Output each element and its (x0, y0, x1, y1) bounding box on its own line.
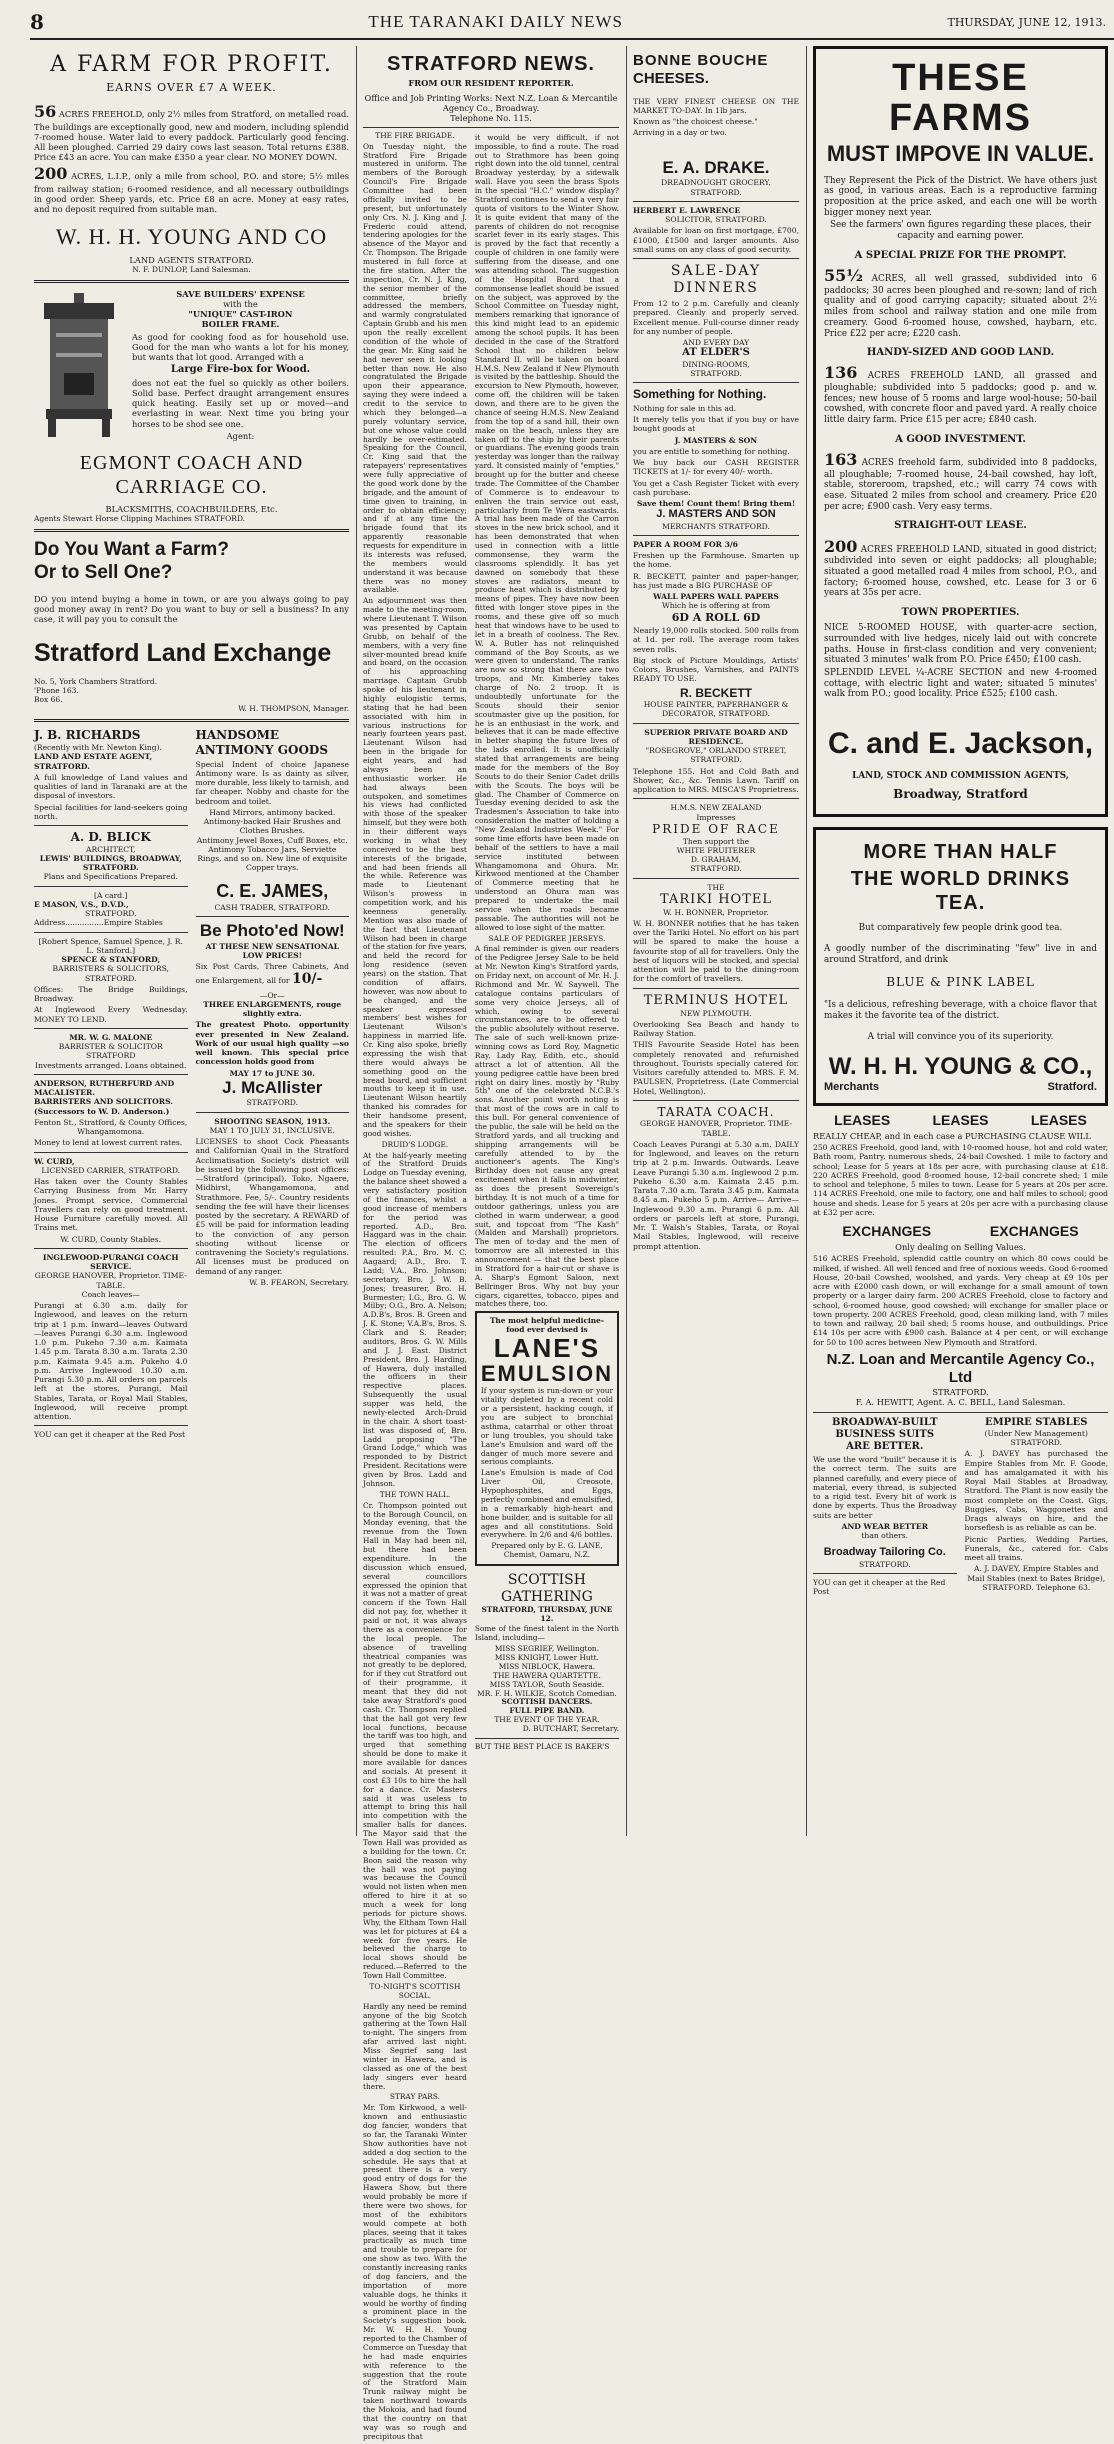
exchanges-text: 516 ACRES Freehold, splendid cattle country on which 80 cows could be milked, if wished. All well fenced and free of noxious weeds. Good 6-roomed House, 20-bail Cowshed, woolshed, and yards. Very cheap at £9 10s per acre with £2000 cash down, or will exchange for a small amount of town property or a larger dairy farm. 200 ACRES Freehold, close to factory and school, 6-roomed house, good cowshed; will exchange for smaller place or town property. 200 ACRES Freehold, good, clean milking land, with 7 miles to town and railway, 20 bail shed; 5 rooms house, and outbuildings. Price £14 10s per acre with £900 cash. Balance at 4 per cent, or will exchange for 50 to 100 acres between New Plymouth and Stratford. (813, 1254, 1108, 1347)
news-left (363, 132, 467, 2444)
tea-title: MORE THAN HALF (863, 841, 1058, 864)
column-2 (357, 46, 625, 2441)
anderson-role: BARRISTERS AND SOLICITORS. (Successors to W. D. Anderson.) (34, 1097, 173, 1116)
lanes-name: LANE'S (493, 1333, 601, 1364)
blick-text: Plans and Specifications Prepared. (43, 872, 178, 882)
news-paragraph: At the half-yearly meeting of the Stratford Druids Lodge on Tuesday evening, the balance sheet showed a very satisfactory position of the finances, whilst a good increase of members for the period was reported. A.D., Bro. Haggard was in the chair. The election of officers resulted: P.A., Bro. M. C. Aagaard; A.D., Bro. T. Ladd; V.A., Bro. Johnson; secretary, Bro. J. W. B. Jones; treasurer, Bro. H. Burmester; I.G., Bro. G. W. Milby; O.G., Bro. A. Nelson; A.D.B's, Bros. B. Green and J. K. Stone; V.A.B's, Bros. S. Clark and S. Reader; auditors, Bros. G. W. Mills and J. J. East. District President, Bro. J. Harding, of Hawera, duly installed the officers in their respective places. Subsequently the usual supper was held, the newly-elected Arch-Druid in the chair. A short toast-list was disposed of, Bro. Ladd proposing "The Grand Lodge," which was responded to by District President. Recitations were given by Bros. Ladd and Johnson. (363, 1150, 467, 1488)
news-heading: SALE OF PEDIGREE JERSEYS. (488, 933, 606, 943)
column-1-lower (34, 728, 349, 1439)
antimony-item: Antimony-backed Hair Brushes and Clothes Brushes. (203, 817, 341, 836)
elders-dining: DINING-ROOMS, (682, 359, 750, 369)
jackson-name: C. and E. Jackson, (827, 727, 1094, 761)
empire-text: A. J. DAVEY has purchased the Empire Stables from Mr. F. Goode, and has amalgamated it with his Royal Mail Stables at Broadway, Stratford. The Plant is now easily the most complete on the Coast. Gigs, Buggies, Cabs, Waggonettes and Drags always on hire, and the horseflesh is as reliable as can be. (964, 1449, 1108, 1533)
lanes-name: EMULSION (480, 1361, 613, 1387)
young-agent-sub: N. F. DUNLOP, Land Salesman. (132, 264, 251, 274)
news-heading: TO-NIGHT'S SCOTTISH SOCIAL. (369, 1981, 461, 2000)
richards-sub: (Recently with Mr. Newton King). (34, 743, 162, 753)
scottish-pipe: FULL PIPE BAND. (509, 1706, 585, 1716)
pride-text: Then support the (682, 836, 750, 846)
news-heading: STRAY PARS. (389, 2092, 441, 2102)
farm-listing: NICE 5-ROOMED HOUSE, with quarter-acre section, surrounded with live hedges, nicely laid out with concrete paths. House in first-class condition and very convenient; situated 3 minutes' walk from P.O. Price £450; £100 cash. (824, 623, 1097, 666)
scottish-performer: MISS SEGRIEF, Wellington. (494, 1644, 600, 1654)
hms-title: H.M.S. NEW ZEALAND (670, 803, 762, 813)
exchanges-sub: Only dealing on Selling Values. (895, 1242, 1026, 1253)
paper-title: PAPER A ROOM FOR 3/6 (633, 539, 738, 549)
empire-signature: A. J. DAVEY, Empire Stables and Mail Stables (next to Bates Bridge), STRATFORD. Telephone 63. (967, 1564, 1106, 1592)
mcallister-name: J. McAllister (222, 1077, 323, 1097)
news-paragraph: An adjournment was then made to the meeting-room, where Lieutenant T. Wilson was presented by Captain Grubb, on behalf of the members, with a very fine silver-mounted bread knife and board, on the occasion of his approaching marriage. Captain Grubb spoke of his lieutenant in highly eulogistic terms, stating that he had been associated with him in various instructions for nearly fourteen years past. Lieutenant Wilson had been in the brigade for eight years, and had always been an enthusiastic worker. He had always been outspoken, and sometimes his views had conflicted with those of the speaker himself, but they were both in their different ways working in what they conceived to be the best interests of the brigade, and had been friends all the while. Reference was made to Lieutenant Wilson's prowess in competition work, and his keenness generally. Mention was also made of the fact that Lieutenant Wilson had been in charge of the station for five years, and held the record for long residence (seven years) on the station. That condition of affairs, however, was now about to be changed, and the speaker expressed members' best wishes for Lieutenant Wilson's happiness in married life. Cr. King also spoke, briefly expressing the wish that there would always be something good on the bread board, and sufficient mouths to keep it in use. Lieutenant Wilson heartily thanked his comrades for their handsome present, and the speakers for their good wishes. (363, 596, 467, 1138)
red-post-line: YOU can get it cheaper at the Red Post (34, 1430, 186, 1440)
column-3 (627, 46, 805, 1836)
lawrence-name: HERBERT E. LAWRENCE (633, 205, 741, 215)
mason-address: Address................Empire Stables (34, 918, 163, 928)
something-text: It merely tells you that if you buy or have bought goods at (633, 415, 799, 434)
photo-text: Six Post Cards, Three Cabinets, And one Enlargement, all for 10/- (195, 962, 349, 988)
lanes-text: If your system is run-down or your vitality depleted by a recent cold or a persistent, hacking cough, if you are subject to bronchial asthma, catarrhal or other throat or lung troubles, you should take Lane's Emulsion and ward off the danger of much more severe and serious complaints. (480, 1386, 613, 1467)
scottish-performer: MR. F. H. WILKIE, Scotch Comedian. (477, 1688, 617, 1698)
news-paragraph: it would be very difficult, if not impossible, to find a route. The road out to Strathmore has been going right down into the old tunnel, central Broadway yesterday, by a sidewalk wall. Have you seen the brass Spots in the special "H.C." window display? Stratford continues to send a very fair quota of visitors to the Winter Show. It is quite evident that many of the parents of children do not recognise scarlet fever in its early stages. This is proved by the fact that recently a couple of children in one family were suffering from the disease, and one was attending school. The suggestion of the Hospital Board that a commonsense leaflet should be issued on the subject, was approved by the School Committee on Tuesday night, members remarking that ignorance of this kind might lead to an epidemic among the school pupils. It has been decided in the case of the Stratford School that no children below Standard II. will be taken on board H.M.S. New Zealand if New Plymouth is visited by the battleship. Should the excursion to New Plymouth, however, come off, the children will be taken down, and there are to be given the chance of seeing H.M.S. New Zealand from the top of a sand hill, their own make on the beach, unless they are taken off to the ship by their parents or guardians. The evening goods train yesterday was longer than the railway yard. It consisted mainly of "empties," brought up for the butter and cheese trade. The Committee of the Chamber of Commerce is to endeavour to enliven the train service out east, particularly from Te Wera eastwards. A trial has been made of the Carron stoves in the new brick school, and it has been demonstrated that when used in connection with a little commonsense, they warm the classrooms splendidly. It has yet dawned on somebody that these stoves are radiators, meant to produce heat which is distributed by means of pipes. They have now been fitted with longer stove pipes in the rooms, and these give off so much heat that windows have to be used to let in a breath of coolness. The Rev. W. A. Butler has not relinquished command of the Boy Scouts, as we were given to understand. The ranks are now so strong that there are two troops, and Mr. Kimberley takes charge of No. 2 troop. It is undoubtedly unfortunate for the Scouts should their senior scoutmaster give up the position, for he is an enthusiast in the work, and believes that it can be made effective in better shaping the future lives of the lads enrolled. It is unofficially stated that arrangements are being made for the members of the Boy Scouts to do their Senior Cadet drills with the Scouts. The boys will be glad. The Chamber of Commerce on Tuesday evening decided to ask the Tradesmen's Association to take into consideration the matter of holding a "New Zealand Industries Week." For some time efforts have been made on behalf of the settlers to have a mail service instituted between Whangamomona and Ohura. Mr. Kirkwood mentioned at the Chamber of Commerce meeting that he understood an Ohura man was prepared to undertake the mail service when the roads became passable. The authorities will not be allowed to lose sight of the matter. (474, 132, 619, 932)
sale-day-title: DINNERS (673, 280, 759, 297)
tailoring-wear: AND WEAR BETTER (841, 1521, 929, 1531)
masters-name: J. MASTERS AND SON (656, 508, 776, 521)
tailoring-text: We use the word "built" because it is the correct term. The suits are planned carefully, and every piece of material, every thread, is subjected to a rigid test. Every bit of work is done by experts. Thus the Broadway suits are better (813, 1455, 957, 1520)
exchange-box: Box 66. (34, 695, 63, 705)
bonne-bouche-title: BONNE BOUCHE (633, 52, 769, 69)
rosegrove-text: Telephone 155. Hot and Cold Bath and Shower, &c., &c. Tennis Lawn. Tariff on application to MRS. MISCA'S Proprietress. (633, 766, 799, 795)
cheese-text: THE VERY FINEST CHEESE ON THE MARKET TO-DAY. In 1lb jars. (633, 96, 799, 115)
photo-title: Be Photo'ed Now! (199, 920, 345, 940)
news-paragraph: Hardly any need be remind anyone of the big Scotch gathering at the Town Hall to-night. The singers from afar arrived last night. Miss Segrief sang last winter in Hawera, and is classed as one of the best lady singers ever heard there. (363, 2001, 467, 2091)
shooting-dates: MAY 1 TO JULY 31, INCLUSIVE. (209, 1125, 335, 1135)
masthead: THE TARANAKI DAILY NEWS (368, 12, 624, 31)
news-paragraph: Cr. Thompson pointed out to the Borough Council, on Monday evening, that the revenue from the Town Hall in May had been nil, but there had been expenditure. In the discussion which ensued, several councillors expressed the opinion that it was not a matter of great concern if the Town Hall did not pay, for, whether it paid or not, it was always there as a convenience for the local people. The absence of travelling theatrical companies was not greatly to be deplored, for if they cut Stratford out of their programme, it meant that they did not take away Stratford's good cash. Cr. Thompson replied that the hall got very few local functions, because the tariff was too high, and urged that something should be done to make it more available for dances and socials. At present it cost £3 10s to hire the hall for a dance. Cr. Masters said it was useless to attempt to bring this hall into competition with the smaller halls for dances. The Mayor said that the Town Hall was provided as a building for the town. Cr. Boon said the reason why the hall was not paying was because the Council would not listen when men offered to hire it at so much a week for long periods for picture shows. Why, the Eltham Town Hall was let for pictures at £4 a week for five years. He believed the charge to local shows should be reduced.—Referred to the Town Hall Committee. (363, 1500, 467, 1981)
egmont-company: EGMONT COACH AND CARRIAGE CO. (79, 451, 304, 499)
antimony-item: Antimony Tobacco Jars, Serviette Rings, and so on. New line of exquisite Copper trays. (197, 844, 348, 873)
empire-stables-advert (965, 1417, 1109, 1597)
masters-save: Save them! Count them! Bring them! (636, 499, 796, 509)
spence-role: BARRISTERS & SOLICITORS, STRATFORD. (52, 964, 169, 983)
richards-text: Special facilities for land-seekers going north. (34, 802, 188, 821)
lanes-maker: Prepared only by E. G. LANE, Chemist, Oamaru, N.Z. (491, 1541, 603, 1560)
scottish-secretary: D. BUTCHART, Secretary. (522, 1724, 619, 1734)
shop-adverts (196, 728, 350, 1439)
tea-text: But comparatively few people drink good tea. (858, 923, 1063, 934)
farm-listing: 55½ ACRES, all well grassed, subdivided into 6 paddocks; 30 acres been ploughed and re-sown; land of rich quality and of good carrying capacity; situated about 2½ miles from school and railway station and one mile from creamery. Good 6-roomed house, cowshed, haybarn, etc. Price £22 per acre; £220 cash. (824, 266, 1097, 339)
lanes-text: Lane's Emulsion is made of Cod Liver Oil, Creosote, Hypophosphites, and Eggs, perfectly combined and emulsified, in a remarkably high-heart and bone builder, and is suitable for all ages and all constitutions. Sold everywhere. In 2/6 and 4/6 bottles. (480, 1468, 613, 1540)
mason-card: [A card.] (93, 890, 128, 900)
shooting-text: LICENSES to shoot Cock Pheasants and Californian Quail in the Stratford Acclimatisation Society's district will be issued by the following post offices:—Stratford (principal), Toko, Ngaere, Midhirst, Whangamomona, and Strathmore. Fee, 5/-. Country residents sending the fee will have their licenses posted by the secretary. A REWARD of £5 will be paid for information leading to the conviction of any person shooting without license or contravening the Society's regulations. All licenses must be produced on demand of any ranger. (195, 1137, 349, 1276)
something-title: Something for Nothing. (633, 387, 767, 402)
mason-name: E MASON, V.S., D.V.D., (34, 899, 129, 909)
nz-loan-town: STRATFORD. (932, 1387, 989, 1398)
wall-text: Which he is offering at from (661, 601, 771, 611)
photo-enlarge-text: The greatest Photo. opportunity ever presented in New Zealand. Work of our usual high quality —so well known. This special price concession holds good from (195, 1020, 349, 1067)
coach-sub: GEORGE HANOVER, Proprietor. TIME-TABLE. (34, 1271, 187, 1290)
tea-text: A goodly number of the discriminating "few" live in and around Stratford, and drink (824, 944, 1097, 965)
stratford-news-subtitle: FROM OUR RESIDENT REPORTER. (408, 78, 574, 89)
jackson-role: LAND, STOCK AND COMMISSION AGENTS, (852, 770, 1069, 781)
boiler-heading: Large Fire-box for Wood. (170, 363, 311, 375)
column-1 (28, 46, 355, 1836)
boiler-agent: Agent: (226, 430, 255, 441)
column-4 (807, 46, 1114, 1836)
tariki-the: THE (707, 882, 725, 892)
scottish-performer: MISS NIBLOCK, Hawera. (498, 1661, 596, 1671)
wall-papers: WALL PAPERS WALL PAPERS (653, 592, 779, 602)
paper-text: R. BECKETT, painter and paper-hanger, has just made a BIG PURCHASE OF (633, 571, 799, 590)
james-role: CASH TRADER, STRATFORD. (214, 902, 331, 912)
lanes-top: The most helpful medicine-food ever devised is (489, 1316, 604, 1335)
antimony-item: Hand Mirrors, antimony backed. (209, 807, 336, 817)
news-columns (363, 132, 619, 2444)
professional-cards (34, 728, 188, 1439)
scottish-title: SCOTTISH (507, 1572, 586, 1589)
exchange-manager: W. H. THOMPSON, Manager. (238, 704, 349, 714)
news-right (475, 132, 619, 2444)
stratford-land-exchange: Stratford Land Exchange (34, 639, 332, 668)
coach-timetable: Purangi at 6.30 a.m. daily for Inglewood, and leaves on the return trip at 1 p.m. Inward—leaves Outward—leaves Purangi 6.30 a.m. Inglewood 1.0 p.m. Pukeho 7.30 a.m. Kaimata 1.45 p.m. Tarata 8.30 a.m. Tarata 2.30 p.m. Kaimata 9.45 a.m. Pukeho 4.0 p.m. Arrive Inglewood 10.30 a.m. Purangi 5.30 p.m. All orders on parcels left at the stores, Purangi, Mail Stables, Tarata, or Royal Mail Stables, Inglewood, will receive prompt attention. (34, 1301, 188, 1422)
egmont-sub: BLACKSMITHS, COACHBUILDERS, Etc. (105, 503, 278, 514)
curd-role: LICENSED CARRIER, STRATFORD. (41, 1165, 181, 1175)
scottish-performer: MISS TAYLOR, South Seaside. (489, 1679, 605, 1689)
curd-name: W. CURD, (34, 1156, 75, 1166)
tailoring-town: STRATFORD. (858, 1559, 911, 1569)
curd-text: Has taken over the County Stables Carrying Business from Mr. Harry Jones. Prompt service. Commercial Travellers can rely on good treatment. House Furniture carefully moved. All Trains met. (34, 1177, 188, 1233)
boiler-heading: BOILER FRAME. (201, 319, 280, 330)
these-farms-advert (813, 46, 1108, 817)
antimony-text: Special Indent of choice Japanese Antimony ware. Is as dainty as silver, more durable, less likely to tarnish, and far cheaper. Nobby and chaste for the bedroom and toilet. (195, 759, 350, 806)
farms-heading: TOWN PROPERTIES. (901, 606, 1020, 618)
richards-text: A full knowledge of Land values and qualities of land in Taranaki are at the disposal of investors. (34, 772, 188, 801)
spence-text: Offices: The Bridge Buildings, Broadway. (34, 984, 188, 1004)
boiler-heading: "UNIQUE" CAST-IRON (188, 309, 293, 320)
cheese-text: Arriving in a day or two. (633, 128, 727, 138)
terminus-text: THIS Favourite Seaside Hotel has been completely renovated and refurnished throughout. Tourists specially catered for. Visitors carefully attended to. MRS. F. M. PAULSEN, Proprietress. (Late Commercial Hotel, Wellington). (633, 1040, 799, 1096)
richards-role: LAND AND ESTATE AGENT, STRATFORD. (34, 752, 153, 771)
exchange-address: No. 5, York Chambers Stratford. (34, 676, 158, 686)
cheeses-title: CHEESES. (633, 70, 709, 88)
scottish-text: Some of the finest talent in the North Island, including— (474, 1624, 619, 1643)
masters-merchants: MERCHANTS STRATFORD. (662, 521, 770, 531)
these-farms-title: THESE FARMS (889, 57, 1032, 139)
graham-town: STRATFORD. (690, 864, 742, 874)
drake-sub: DREADNOUGHT GROCERY, (661, 178, 771, 188)
news-paragraph: A final reminder is given our readers of the Pedigree Jersey Sale to be held at Mr. Newton King's Stratford yards, on Friday next, on account of Mr. H. J. Richmond and Mr. W. Saywell. The catalogue contains particulars of some very choice Jerseys, all of which, owing to several circumstances, are to be offered to the public absolutely without reserve. The sale of such well-known prize-winning cows as Lord Roy, Magnetic Ray, Lady Ray, Edith, etc., should attract a lot of attention. All the young pedigree cattle have been bred right on dairy lines. mostly by "Ruby 5th" one of the celebrated N.C.B.'s sons. Another point worth noting is that most of the cows are in calf to this bull. For general convenience of the public, the sale will be held on the Stratford yards, and all trucking and shipping arrangements will be carefully attended to by the auctioneer's agents. The King's Birthday does not cause any great excitement when it falls in midwinter, as does the present Sovereign's birthday. It is not much of a time for outdoor gatherings, unless you are clothed in warm underwear, a good suit, and topcoat from "The Kash" (Malden and Marshall) proprietors. The men of to-day and the men of tomorrow are all interested in this announcement — that the best place in Stratford for a hair-cut or shave is A. Sharp's Egmont Saloon, next Bellringer Bros. Why not buy your cigars, cigarettes, tobacco, pipes and matches there, too. (474, 944, 619, 1309)
red-post-line: YOU can get it cheaper at the Red Post (813, 1578, 946, 1597)
spence-text: At Inglewood Every Wednesday. MONEY TO LEND. (34, 1005, 188, 1024)
tailoring-title: BROADWAY-BUILT (831, 1416, 938, 1428)
drake-town: STRATFORD. (690, 187, 742, 197)
farm-want-text: DO you intend buying a home in town, or are you always going to pay good money away in rent? Do you want to buy or sell a business? In any case, it will pay you to consult the (34, 594, 349, 625)
tea-merchant-line: Merchants Stratford. (824, 1081, 1097, 1094)
roll-text: Big stock of Picture Mouldings, Artists' Colors, Brushes, Varnishes, and PAINTS READY TO USE. (633, 655, 799, 684)
page-number: 8 (30, 10, 44, 34)
office-phone: Telephone No. 115. (450, 112, 532, 123)
anderson-text: Money to lend at lowest current rates. (34, 1138, 183, 1148)
hms-sub: Impresses (696, 812, 736, 822)
spence-tag: [Robert Spence, Samuel Spence, J. R. L. Stanford.] (38, 936, 183, 955)
masters-text: We buy back our CASH REGISTER TICKETS at 1/- for every 40/- worth. (633, 458, 799, 477)
terminus-title: TERMINUS HOTEL (643, 992, 789, 1008)
masters-name: J. MASTERS & SON (674, 435, 758, 445)
masters-text: you are entitle to something for nothing. (633, 446, 790, 456)
farms-heading: HANDY-SIZED AND GOOD LAND. (866, 347, 1055, 359)
terminus-text: Overlooking Sea Beach and handy to Railway Station. (633, 1019, 799, 1039)
masters-text: You get a Cash Register Ticket with every cash purchase. (633, 478, 799, 497)
tailoring-title: BUSINESS SUITS (835, 1428, 935, 1440)
graham-name: D. GRAHAM, (690, 855, 742, 865)
these-farms-subtitle: MUST IMPOVE IN VALUE. (826, 140, 1095, 166)
fruiterer: WHITE FRUITERER (676, 845, 756, 855)
scottish-title: GATHERING (501, 1588, 593, 1605)
tarata-text: Coach Leaves Purangi at 5.30 a.m. DAILY for Inglewood, and leaves on the return trip at 2 p.m. Inwards. Outwards. Leave Leave Purangi 5.30 a.m. Inglewood 2 p.m. Pukeho 6.30 a.m. Kaimata 2.45 p.m. Tarata 7.30 a.m. Tarata 3.45 p.m. Kaimata 8.45 a.m. Pukeho 5 p.m. Arrive— Arrive— Inglewood 9.30 a.m. Purangi 6 p.m. All orders or parcels left at store, Purangi, Mr. T. Walsh's Stables, Tarata, or Royal Mail Stables, Inglewood, will receive prompt attention. (633, 1139, 799, 1251)
scottish-dancers: SCOTTISH DANCERS. (501, 1697, 593, 1707)
tailoring-title: ARE BETTER. (846, 1440, 924, 1452)
farm-listing: 200 ACRES, L.I.P., only a mile from school, P.O. and store; 5½ miles from railway station; 6-roomed residence, and all necessary outbuildings in good order. Sheep yards, etc. Price £8 an acre. Money at easy rates, and no deposit required from suitable man. (34, 164, 349, 214)
farm-profit-subtitle: EARNS OVER £7 A WEEK. (106, 80, 277, 94)
curd-signature: W. CURD, County Stables. (60, 1234, 162, 1244)
empire-text: Picnic Parties, Wedding Parties, Funerals, &c., catered for. Cabs meet all trains. (964, 1534, 1108, 1563)
egmont-line: Agents Stewart Horse Clipping Machines STRATFORD. (34, 513, 246, 523)
tea-text: "Is a delicious, refreshing beverage, with a choice flavor that makes it the favorite tea of the district. (824, 1000, 1097, 1021)
spence-name: SPENCE & STANFORD, (61, 955, 161, 965)
tailoring-advert (813, 1417, 957, 1597)
issue-date: THURSDAY, JUNE 12, 1913. (947, 15, 1106, 29)
coach-title: INGLEWOOD-PURANGI COACH SERVICE. (42, 1252, 179, 1272)
antimony-title: HANDSOME ANTIMONY GOODS (195, 728, 328, 758)
boiler-advert (34, 289, 349, 441)
photo-or: —Or— (259, 990, 285, 1000)
column-4-lower (813, 1417, 1108, 1597)
drake-name: E. A. DRAKE. (662, 157, 770, 177)
scottish-performer: THE HAWERA QUARTETTE. (493, 1670, 601, 1680)
tea-label: BLUE & PINK LABEL (886, 975, 1035, 990)
mcallister-town: STRATFORD. (246, 1098, 299, 1108)
shooting-signature: W. B. FEARON, Secretary. (249, 1277, 349, 1287)
news-paragraph: On Tuesday night, the Stratford Fire Brigade mustered in uniform. The members of the Borough Council's Fire Brigade Committee had been officially invited to be present, but unfortunately only Crs. N. J. King and J. Frederic could attend, tendering apologies for the absence of the Mayor and Cr. Thompson. The Brigade mustered in full force at the fire station. After the inspection, Cr. N. J. King, the senior member of the committee, briefly addressed the members, and warmly congratulated Captain Grubb and his men upon the really excellent condition of the whole of the gear. Mr. King said he had never seen it looking better than now. He also congratulated the Brigade upon their appearance, saying they were indeed a credit to the service to which they belonged—a purely voluntary service, but one whose value could hardly be over-estimated. Speaking for the Council, Cr. King said that the ratepayers' representatives were fully appreciative of the good work done by the brigade, and the amount of time given to training, in order to obtain efficiency; and if at any time the brigade found that its apparently reasonable requests for expenditure in its interests was refused, the members would understand it was because there was no money available. (363, 141, 467, 595)
photo-dates: MAY 17 to JUNE 30. (229, 1068, 315, 1078)
sale-day-title: SALE-DAY (670, 263, 762, 280)
young-agent-name: W. H. H. YOUNG AND CO (55, 224, 328, 250)
malone-text: Investments arranged. Loans obtained. (35, 1060, 187, 1070)
richards-name: J. B. RICHARDS (34, 728, 141, 743)
jackson-town: Broadway, Stratford (893, 787, 1028, 802)
news-heading: THE FIRE BRIGADE. (375, 130, 455, 140)
tarata-sub: GEORGE HANOVER, Proprietor. TIME-TABLE. (639, 1119, 793, 1138)
photo-enlarge: THREE ENLARGEMENTS, rouge slightly extra. (203, 999, 342, 1018)
blick-name: A. D. BLICK (70, 830, 151, 844)
farms-heading: A GOOD INVESTMENT. (895, 433, 1026, 445)
lawrence-role: SOLICITOR, STRATFORD. (665, 215, 767, 225)
coach-leaves: Coach leaves— (81, 1289, 140, 1299)
tea-merchant: W. H. H. YOUNG & CO., (828, 1053, 1093, 1081)
scottish-date: STRATFORD, THURSDAY, JUNE 12. (481, 1604, 613, 1623)
young-agent-line: LAND AGENTS STRATFORD. (129, 254, 254, 265)
farm-question-2: Or to Sell One? (34, 561, 173, 583)
rosegrove: "ROSEGROVE," ORLANDO STREET, STRATFORD. (645, 746, 787, 765)
farm-question-1: Do You Want a Farm? (34, 538, 229, 560)
tariki-text: W. H. BONNER notifies that he has taken over the Tariki Hotel. No effort on his part will be spared to make the house a favourite stop of all for travellers. Only the best of liquors will be stocked, and special attention will be paid to the dining-room for the comfort of travellers. (633, 918, 799, 984)
paper-text: Freshen up the Farmhouse. Smarten up the home. (633, 551, 799, 570)
malone-name: MR. W. G. MALONE (69, 1032, 153, 1042)
leases-text: 250 ACRES Freehold, good land, with 10-roomed house, hot and cold water, Bath room, Pantry, numerous sheds, 24-bail Cowshed. 1 mile to factory and school; Lease for 5 years at 18s per acre, with purchasing clause at £18. 220 ACRES Freehold, good 8-roomed house, 12-bail concrete shed; 1 mile to school and telephone, 5 miles to town. Lease for 5 years at 20s per acre. 114 ACRES Freehold, one mile to factory, one and half miles to school; good house and sheds. Lease for 5 years at 20s per acre with a purchasing clause at £32 per acre. (813, 1143, 1108, 1217)
farms-heading: STRAIGHT-OUT LEASE. (894, 520, 1027, 532)
superior-title: SUPERIOR PRIVATE BOARD AND RESIDENCE. (644, 727, 788, 746)
malone-role: BARRISTER & SOLICITOR STRATFORD (58, 1042, 163, 1061)
farm-profit-title: A FARM FOR PROFIT. (50, 52, 333, 77)
beckett-role: HOUSE PAINTER, PAPERHANGER & DECORATOR, STRATFORD. (643, 700, 789, 719)
roll-price: 6D A ROLL 6D (671, 610, 761, 624)
beckett-name: R. BECKETT (680, 685, 752, 700)
boiler-illustration (34, 293, 124, 443)
tea-advert (813, 827, 1108, 1106)
farm-listing: 200 ACRES FREEHOLD LAND, situated in good district; subdivided into seven or eight paddocks; all ploughable; situated a good metalled road 4 miles from school, P.O., and factory; 6-roomed house, cowshed, etc. Lease for 3 or 6 years at 35s per acre. (824, 536, 1097, 599)
lanes-emulsion-advert (475, 1311, 619, 1566)
farm-listing: 56 ACRES FREEHOLD, only 2½ miles from Stratford, on metalled road. The buildings are exceptionally good, new and modern, including splendid 7-roomed house. Water laid to every paddock. Particularly good fencing. All been ploughed. Carried 29 dairy cows last season. Total returns £388. Price £43 an acre. You can make £350 a year clear. NO MONEY DOWN. (34, 102, 349, 163)
farms-heading: A SPECIAL PRIZE FOR THE PROMPT. (854, 249, 1067, 261)
shooting-title: SHOOTING SEASON, 1913. (214, 1116, 331, 1126)
news-heading: THE TOWN HALL. (379, 1489, 451, 1499)
nz-loan-name: N.Z. Loan and Mercantile Agency Co., Ltd (826, 1350, 1095, 1387)
terminus-town: NEW PLYMOUTH. (680, 1008, 752, 1018)
scottish-event: THE EVENT OF THE YEAR. (494, 1715, 600, 1725)
something-text: Nothing for sale in this ad. (633, 403, 737, 413)
elders-town: STRATFORD. (690, 368, 742, 378)
tea-text: A trial will convince you of its superiority. (867, 1031, 1054, 1042)
tailoring-name: Broadway Tailoring Co. (823, 1546, 946, 1559)
boiler-text: does not eat the fuel so quickly as other boilers. Solid base. Perfect draught arrangement ensures quick heating. Easily set up or moved—and everlasting in wear. Next time you bring your horses to be shod see one. (132, 378, 349, 429)
office-line: Office and Job Printing Works: Next N.Z. Loan & Mercantile Agency Co., Broadway. (364, 92, 618, 113)
anderson-text: Fenton St., Stratford, & County Offices, Whangamomona. (34, 1117, 188, 1137)
boiler-heading: SAVE BUILDERS' EXPENSE (176, 289, 305, 300)
stratford-news-title: STRATFORD NEWS. (387, 53, 595, 75)
page-header (30, 6, 1114, 40)
anderson-name: ANDERSON, RUTHERFURD AND MACALISTER. (34, 1078, 175, 1098)
bakers-line: BUT THE BEST PLACE IS BAKER'S (474, 1741, 610, 1751)
roll-text: Nearly 19,000 rolls stocked. 500 rolls from at 1d. per roll. The average room takes seven rolls. (633, 626, 799, 654)
farm-listing: 136 ACRES FREEHOLD LAND, all grassed and ploughable; subdivided into 5 paddocks; good p. and w. fences; new house of 5 rooms and large wool-house; 50-bail cowshed, with concrete floor and paved yard. A really choice little dairy farm. Price £15 per acre; £840 cash. (824, 363, 1097, 426)
empire-title: EMPIRE STABLES (984, 1416, 1088, 1428)
nz-loan-agent: F. A. HEWITT, Agent. A. C. BELL, Land Salesman. (855, 1397, 1066, 1408)
pride-of-race: PRIDE OF RACE (652, 821, 780, 836)
farm-listing: SPLENDID LEVEL ¼-ACRE SECTION and new 4-roomed cottage, with electric light and water; situated 5 minutes' walk from P.O.; good locality. Price £525; £100 cash. (824, 668, 1097, 700)
tailoring-wear: than others. (861, 1531, 909, 1541)
leases-sub: REALLY CHEAP, and in each case a PURCHASING CLAUSE WILL (813, 1130, 1091, 1141)
lawrence-text: Available for loan on first mortgage, £700, £1000, £1500 and larger amounts. Also small sums on any class of good security. (633, 226, 799, 254)
cheese-text: Known as "the choicest cheese." (633, 117, 758, 127)
tarata-title: TARATA COACH. (657, 1104, 775, 1119)
farms-intro: They Represent the Pick of the District. We have others just as good, in various areas. Each is a reproductive farming proposition at the price asked, and each one will be worth bigger money next year. (824, 175, 1097, 218)
exchange-phone: 'Phone 163. (34, 686, 79, 696)
sale-day-text: From 12 to 2 p.m. Carefully and cleanly prepared. Cleanly and properly served. Excellent menue. Full-course dinner ready for any number of people. (633, 299, 799, 336)
tariki-title: TARIKI HOTEL (659, 891, 773, 907)
antimony-item: Antimony Jewel Boxes, Cuff Boxes, etc. (196, 835, 348, 845)
scottish-performer: MISS KNIGHT, Lower Hutt. (494, 1653, 599, 1663)
mason-town: STRATFORD. (84, 909, 137, 919)
boiler-heading: with the (223, 299, 258, 310)
tariki-proprietor: W. H. BONNER, Proprietor. (663, 907, 769, 917)
leases-heading: LEASES LEASES LEASES (834, 1111, 1087, 1128)
exchanges-heading: EXCHANGES EXCHANGES (842, 1223, 1079, 1240)
blick-sub: ARCHITECT, (86, 844, 136, 854)
tea-title: THE WORLD DRINKS TEA. (850, 867, 1071, 914)
sale-day-every: AND EVERY DAY (682, 338, 750, 348)
news-heading: DRUID'S LODGE. (381, 1139, 449, 1149)
photo-sub: AT THESE NEW SENSATIONAL LOW PRICES! (205, 941, 339, 960)
elders-name: AT ELDER'S (682, 347, 750, 359)
farms-intro: See the farmers' own figures regarding these places, their capacity and earning power. (829, 220, 1092, 242)
farm-listing: 163 ACRES freehold farm, subdivided into 8 paddocks, all ploughable; 7-roomed house, 24-bail cowshed, hay loft, stable, storeroom, trapshed, etc.; will carry 74 cows with ease. Situated 2 miles from school and creamery. Price £20 per acre; £900 cash. Very easy terms. (824, 449, 1097, 512)
empire-sub: (Under New Management) STRATFORD. (984, 1428, 1088, 1448)
boiler-text: As good for cooking food as for household use. Good for the man who wants a lot for his money, but wants that lot good. Arranged with a (132, 331, 349, 362)
blick-address: LEWIS' BUILDINGS, BROADWAY, STRATFORD. (39, 853, 182, 873)
news-paragraph: Mr. Tom Kirkwood, a well-known and enthusiastic dog fancier, wonders that so far, the Taranaki Winter Show authorities have not added a dog section to the schedule. He says that at present there is a very good entry of dogs for the Hawera Show, but there would probably be more if there were two shows, for most of the exhibitors would compete at both places, seeing that it takes practically as much time and trouble to prepare for one show as two. With the constantly increasing ranks of dog fanciers, and the importation of more valuable dogs, he thinks it would be worthy of finding a prominent place in the Society's suggestion book. Mr. W. H. H. Young reported to the Chamber of Commerce on Tuesday that he had made enquiries with reference to the suggestion that the route of the Stratford Main Trunk railway might be taken northward towards the Mokoia, and had found that the country on that way was so rough and precipitous that (363, 2103, 467, 2441)
james-name: C. E. JAMES, (216, 880, 329, 901)
